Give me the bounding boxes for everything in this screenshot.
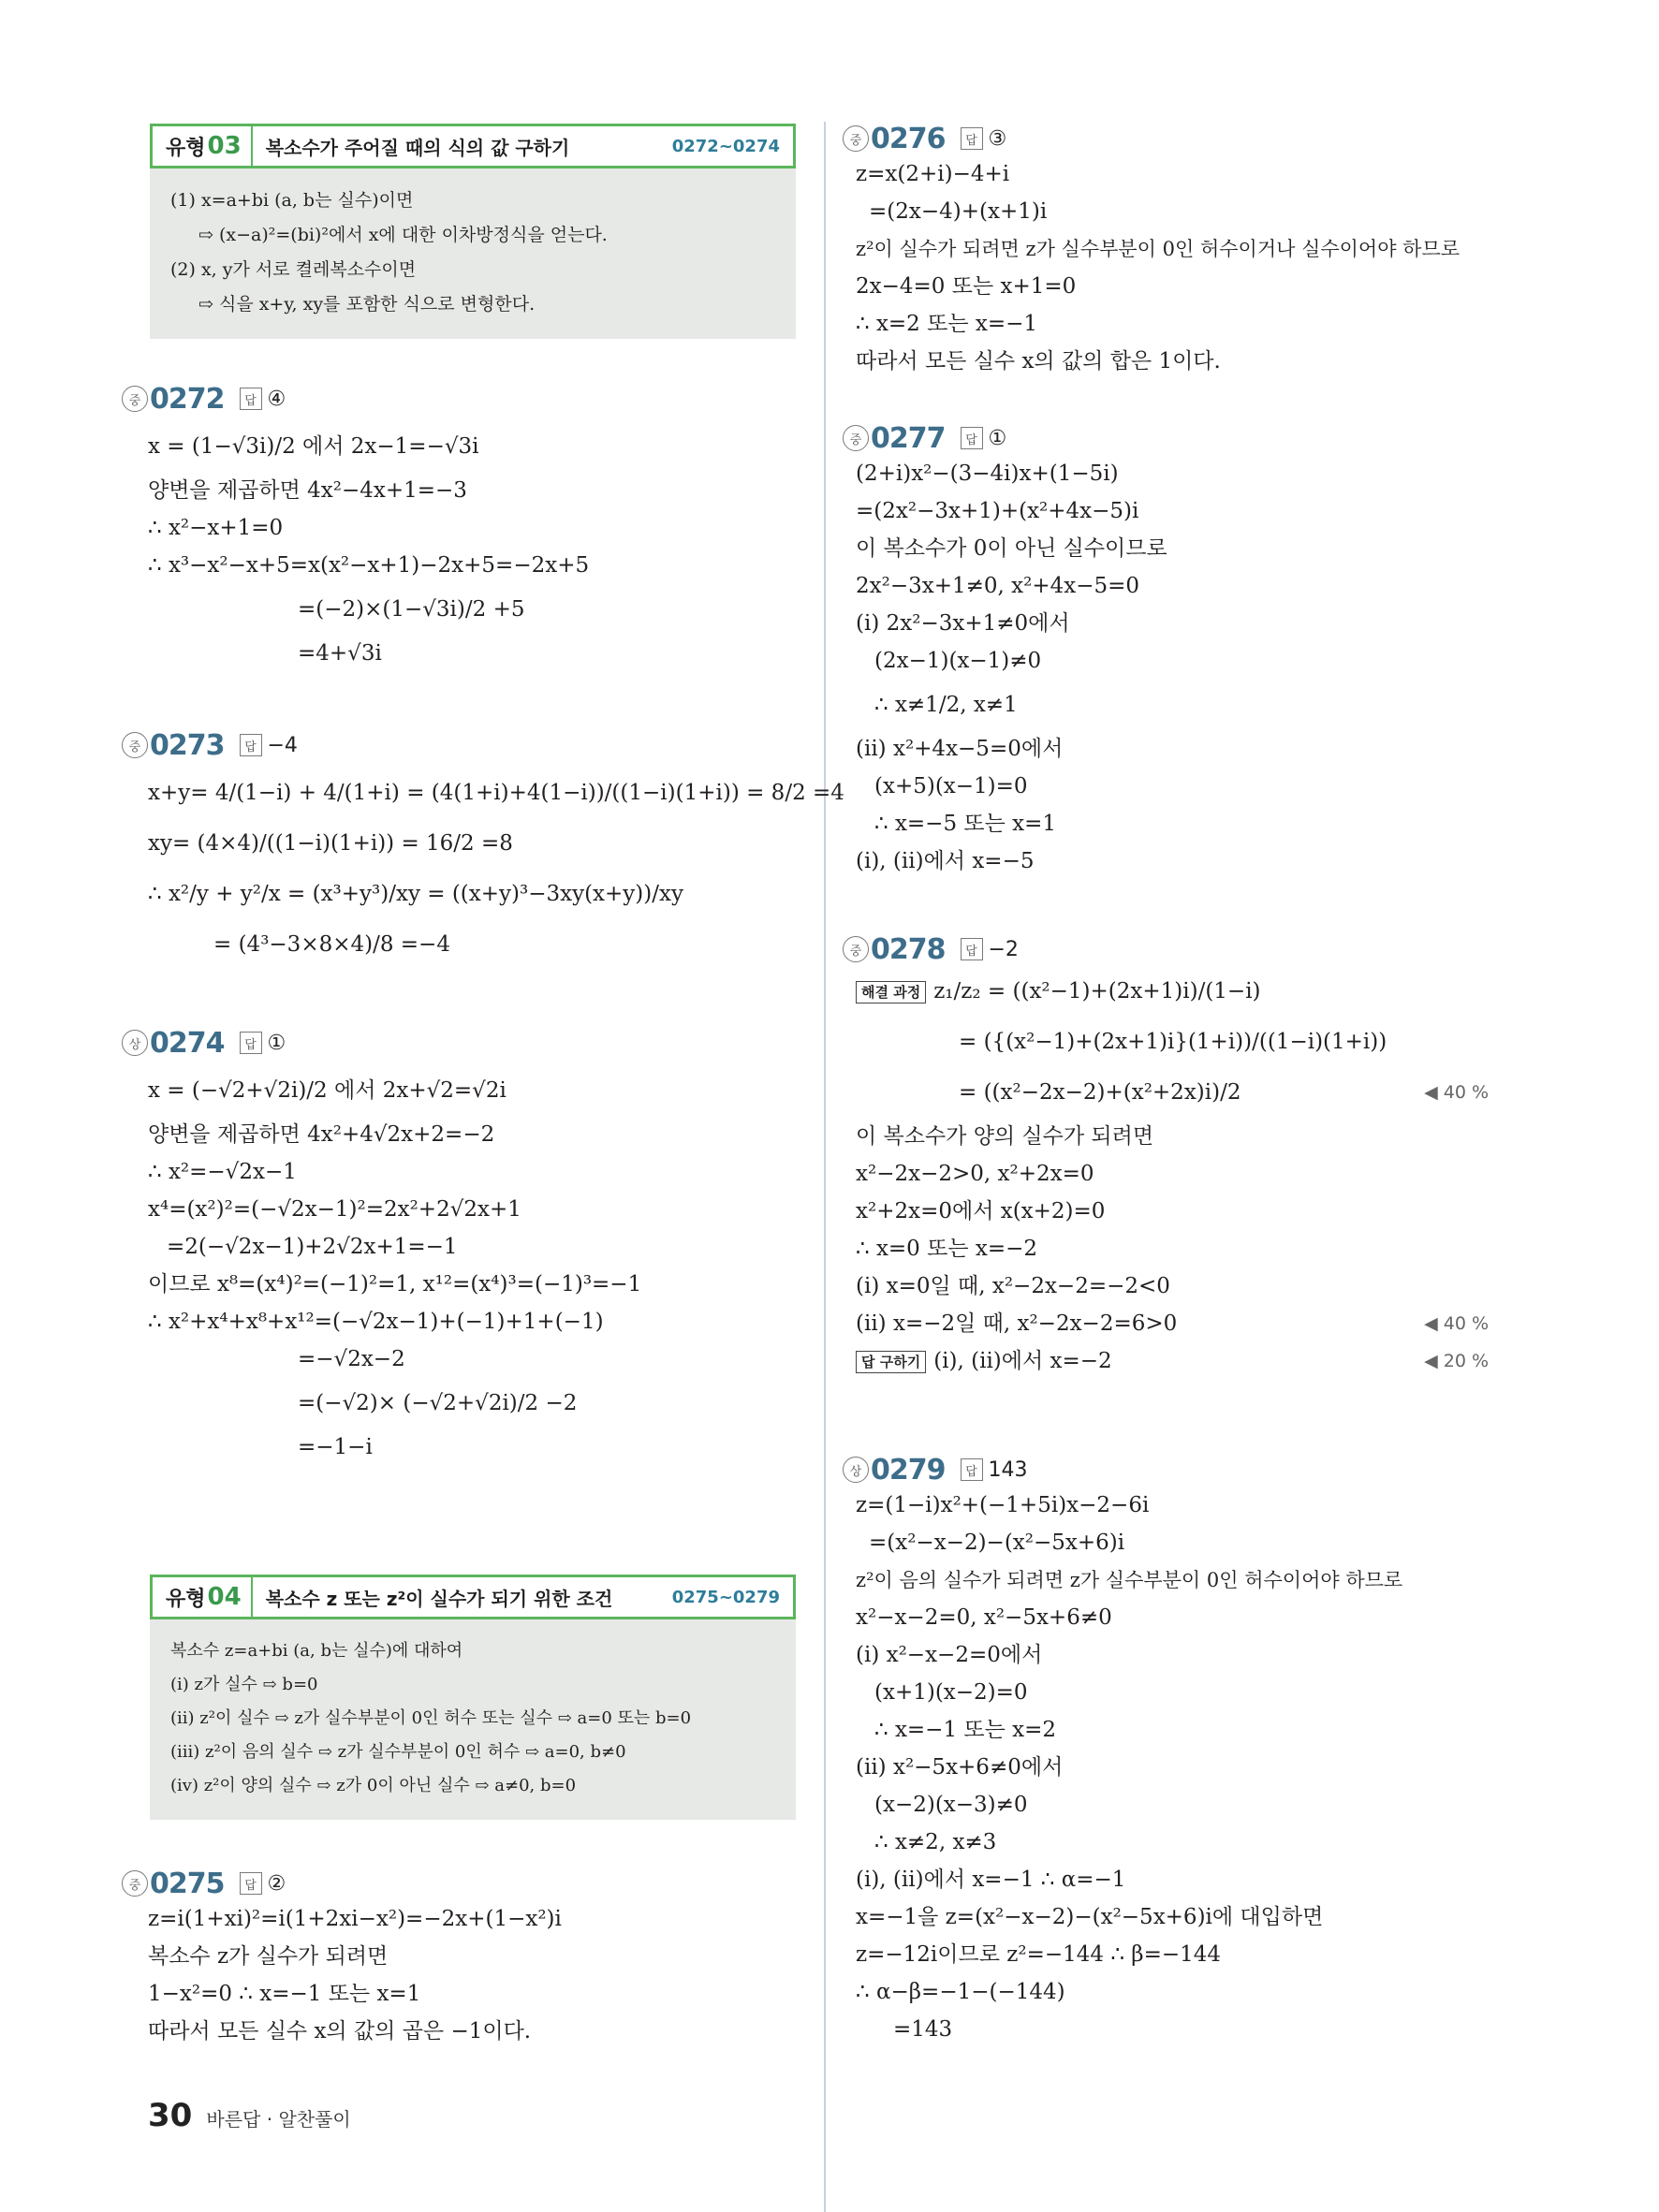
solution-line: 1−x²=0 ∴ x=−1 또는 x=1	[148, 1982, 421, 2006]
problem-header	[122, 1867, 562, 1900]
problem-header	[843, 1453, 1402, 1487]
type-03-header	[150, 124, 796, 168]
column-divider	[824, 122, 826, 2212]
score-percent: ◀ 40 %	[1424, 1313, 1489, 1334]
solution-line: =−√2x−2	[298, 1347, 405, 1371]
solution-line: (ii) x=−2일 때, x²−2x−2=6>0 ◀ 40 %	[856, 1305, 1489, 1342]
solution-lines	[122, 1065, 641, 1466]
answer-value: 143	[988, 1458, 1028, 1482]
level-badge: 중	[122, 1870, 148, 1897]
type-04-header	[150, 1575, 796, 1619]
solution-line: = ((x²−2x−2)+(x²+2x)i)/2 ◀ 40 %	[856, 1067, 1489, 1118]
solution-line: ∴ x²+x⁴+x⁸+x¹²=(−√2x−1)+(−1)+1+(−1)	[148, 1310, 604, 1334]
type-04-title: 복소수 z 또는 z²이 실수가 되기 위한 조건	[265, 1587, 613, 1610]
answer-mark: 답	[961, 1458, 983, 1481]
solution-line: (i), (ii)에서 x=−1 ∴ α=−1	[856, 1868, 1126, 1892]
solution-line: x⁴=(x²)²=(−√2x−1)²=2x²+2√2x+1	[148, 1197, 521, 1222]
solution-line: 해결 과정 z₁/z₂ = ((x²−1)+(2x+1)i)/(1−i)	[856, 966, 1489, 1017]
problem-0277	[843, 421, 1167, 880]
answer-mark: 답	[240, 734, 262, 756]
solution-line: x²+2x=0에서 x(x+2)=0	[856, 1199, 1106, 1223]
solution-line: x²−x−2=0, x²−5x+6≠0	[856, 1605, 1112, 1630]
solution-line: =(−2)×(1−√3i)/2 +5	[298, 597, 525, 622]
problem-number: 0274	[150, 1026, 225, 1060]
answer-value: ③	[988, 126, 1007, 151]
solution-lines	[843, 966, 1489, 1380]
answer-value: ②	[267, 1871, 286, 1896]
problem-header	[122, 1026, 641, 1060]
solution-line: =(2x²−3x+1)+(x²+4x−5)i	[856, 499, 1139, 523]
type-04-item: (iv) z²이 양의 실수 ⇨ z가 0이 아닌 실수 ⇨ a≠0, b=0	[170, 1776, 577, 1795]
solution-line: ∴ x²=−√2x−1	[148, 1160, 297, 1184]
solution-line: ∴ x=−1 또는 x=2	[874, 1718, 1057, 1742]
solution-line: 2x²−3x+1≠0, x²+4x−5=0	[856, 574, 1140, 598]
level-badge: 상	[843, 1457, 869, 1483]
problem-number: 0276	[871, 122, 946, 155]
solution-line: =(x²−x−2)−(x²−5x+6)i	[869, 1531, 1125, 1555]
solution-line: ∴ x≠2, x≠3	[874, 1830, 997, 1854]
solution-line: (ii) x²−5x+6≠0에서	[856, 1755, 1064, 1780]
answer-value: −2	[988, 937, 1019, 961]
solution-line: 답 구하기 (i), (ii)에서 x=−2 ◀ 20 %	[856, 1342, 1489, 1380]
level-badge: 중	[843, 425, 869, 451]
solution-line: ∴ x³−x²−x+5=x(x²−x+1)−2x+5=−2x+5	[148, 553, 590, 578]
solution-line: (i) x²−x−2=0에서	[856, 1643, 1043, 1667]
solution-line: z=i(1+xi)²=i(1+2xi−x²)=−2x+(1−x²)i	[148, 1907, 562, 1931]
solution-line: ∴ x²−x+1=0	[148, 516, 284, 540]
type-03-item: ⇨ (x−a)²=(bi)²에서 x에 대한 이차방정식을 얻는다.	[198, 225, 608, 245]
solution-step-tag: 해결 과정	[856, 981, 926, 1003]
solution-lines	[122, 421, 589, 672]
book-title: 바른답 · 알찬풀이	[206, 2108, 351, 2131]
problem-number: 0275	[150, 1867, 225, 1900]
type-03-title: 복소수가 주어질 때의 식의 값 구하기	[265, 136, 570, 159]
solution-line: (i) x=0일 때, x²−2x−2=−2<0	[856, 1274, 1170, 1298]
problem-0275	[122, 1867, 562, 2050]
solution-line: 복소수 z가 실수가 되려면	[148, 1944, 389, 1969]
type-04-item: (i) z가 실수 ⇨ b=0	[170, 1675, 318, 1694]
problem-0279	[843, 1453, 1402, 2048]
problem-0274	[122, 1026, 641, 1466]
type-04-body	[150, 1619, 796, 1820]
solution-line: z=x(2+i)−4+i	[856, 162, 1010, 186]
solution-line: =4+√3i	[298, 641, 382, 666]
solution-lines	[122, 768, 844, 970]
level-badge: 중	[122, 732, 148, 758]
answer-mark: 답	[240, 1032, 262, 1054]
solution-line: 양변을 제곱하면 4x²+4√2x+2=−2	[148, 1122, 495, 1147]
type-03-item: (2) x, y가 서로 켤레복소수이면	[170, 259, 417, 280]
solution-line: =2(−√2x−1)+2√2x+1=−1	[167, 1235, 458, 1259]
type-03-item: (1) x=a+bi (a, b는 실수)이면	[170, 190, 414, 211]
answer-value: ④	[267, 387, 286, 411]
solution-line: =143	[893, 2017, 953, 2042]
problem-header	[122, 728, 844, 762]
solution-line: x = (−√2+√2i)/2 에서 2x+√2=√2i	[148, 1078, 507, 1103]
problem-0273	[122, 728, 844, 970]
type-03-range: 0272~0274	[671, 136, 780, 156]
solution-line: 이 복소수가 0이 아닌 실수이므로	[856, 536, 1167, 561]
problem-header	[843, 421, 1167, 455]
solution-line: z²이 실수가 되려면 z가 실수부분이 0인 허수이거나 실수이어야 하므로	[856, 238, 1461, 260]
type-04-label: 유형 04	[153, 1577, 253, 1617]
page-footer	[148, 2097, 351, 2134]
problem-number: 0273	[150, 728, 225, 762]
type-04-item: (ii) z²이 실수 ⇨ z가 실수부분이 0인 허수 또는 실수 ⇨ a=0 또는 b=0	[170, 1708, 692, 1728]
solution-line: ∴ α−β=−1−(−144)	[856, 1980, 1065, 2004]
answer-mark: 답	[961, 127, 983, 150]
page-number: 30	[148, 2097, 193, 2134]
solution-line: (2x−1)(x−1)≠0	[874, 649, 1042, 673]
problem-number: 0279	[871, 1453, 946, 1487]
solution-line: x = (1−√3i)/2 에서 2x−1=−√3i	[148, 434, 479, 459]
problem-number: 0272	[150, 382, 225, 416]
solution-line: 2x−4=0 또는 x+1=0	[856, 274, 1077, 299]
type-03-body	[150, 168, 796, 339]
solution-line: 따라서 모든 실수 x의 값의 합은 1이다.	[856, 349, 1221, 374]
solution-line: ∴ x≠1/2, x≠1	[874, 693, 1018, 717]
solution-line: 이 복소수가 양의 실수가 되려면	[856, 1124, 1154, 1149]
problem-header	[843, 122, 1460, 155]
solution-line: xy= (4×4)/((1−i)(1+i)) = 16/2 =8	[148, 831, 513, 856]
problem-number: 0277	[871, 421, 946, 455]
problem-number: 0278	[871, 932, 946, 966]
answer-mark: 답	[240, 1872, 262, 1895]
solution-lines	[843, 155, 1460, 380]
solution-line: ∴ x²/y + y²/x = (x³+y³)/xy = ((x+y)³−3xy(x+y))/xy	[148, 882, 683, 906]
problem-header	[843, 932, 1489, 966]
solution-step-tag: 답 구하기	[856, 1351, 926, 1373]
solution-line: (x−2)(x−3)≠0	[874, 1793, 1028, 1817]
solution-line: x²−2x−2>0, x²+2x=0	[856, 1162, 1094, 1186]
type-04-range: 0275~0279	[671, 1587, 780, 1607]
solution-line: (ii) x²+4x−5=0에서	[856, 737, 1064, 761]
type-03-box	[150, 124, 796, 339]
type-03-label: 유형 03	[153, 126, 253, 166]
solution-lines	[122, 1900, 562, 2050]
solution-line: x=−1을 z=(x²−x−2)−(x²−5x+6)i에 대입하면	[856, 1905, 1324, 1929]
solution-line: ∴ x=2 또는 x=−1	[856, 312, 1038, 336]
solution-line: =(2x−4)+(x+1)i	[869, 199, 1048, 224]
solution-line: ∴ x=0 또는 x=−2	[856, 1237, 1038, 1261]
level-badge: 중	[843, 936, 869, 962]
solution-line: (x+5)(x−1)=0	[874, 774, 1028, 798]
type-04-box	[150, 1575, 796, 1820]
solution-line: (i), (ii)에서 x=−5	[856, 849, 1035, 873]
solution-line: ∴ x=−5 또는 x=1	[874, 812, 1057, 836]
solution-line: 양변을 제곱하면 4x²−4x+1=−3	[148, 478, 467, 503]
answer-value: −4	[267, 733, 298, 757]
solution-line: 이므로 x⁸=(x⁴)²=(−1)²=1, x¹²=(x⁴)³=(−1)³=−1	[148, 1272, 642, 1296]
solution-line: (2+i)x²−(3−4i)x+(1−5i)	[856, 461, 1119, 486]
answer-mark: 답	[961, 427, 983, 449]
type-04-item: 복소수 z=a+bi (a, b는 실수)에 대하여	[170, 1641, 463, 1661]
score-percent: ◀ 20 %	[1424, 1351, 1489, 1371]
solution-line: =−1−i	[298, 1435, 373, 1459]
type-03-item: ⇨ 식을 x+y, xy를 포함한 식으로 변형한다.	[198, 294, 536, 315]
solution-line: =(−√2)× (−√2+√2i)/2 −2	[298, 1391, 578, 1415]
solution-line: z²이 음의 실수가 되려면 z가 실수부분이 0인 허수이어야 하므로	[856, 1569, 1403, 1591]
solution-line: (x+1)(x−2)=0	[874, 1680, 1028, 1705]
problem-header	[122, 382, 589, 416]
type-04-item: (iii) z²이 음의 실수 ⇨ z가 실수부분이 0인 허수 ⇨ a=0, b≠0	[170, 1742, 626, 1762]
solution-line: 따라서 모든 실수 x의 값의 곱은 −1이다.	[148, 2019, 532, 2044]
problem-0276	[843, 122, 1460, 380]
solution-line: z=(1−i)x²+(−1+5i)x−2−6i	[856, 1493, 1150, 1517]
solution-line: (i) 2x²−3x+1≠0에서	[856, 611, 1070, 636]
level-badge: 중	[843, 125, 869, 152]
answer-mark: 답	[240, 388, 262, 410]
answer-value: ①	[988, 426, 1007, 450]
problem-0278	[843, 932, 1489, 1380]
problem-0272	[122, 382, 589, 672]
solution-line: = (4³−3×8×4)/8 =−4	[213, 932, 450, 957]
solution-lines	[843, 455, 1167, 880]
solution-lines	[843, 1487, 1402, 2048]
solution-line: = ({(x²−1)+(2x+1)i}(1+i))/((1−i)(1+i))	[959, 1030, 1387, 1054]
level-badge: 상	[122, 1030, 148, 1056]
answer-value: ①	[267, 1031, 286, 1055]
answer-mark: 답	[961, 938, 983, 960]
solution-line: z=−12i이므로 z²=−144 ∴ β=−144	[856, 1942, 1222, 1967]
score-percent: ◀ 40 %	[1424, 1082, 1489, 1103]
solution-line: x+y= 4/(1−i) + 4/(1+i) = (4(1+i)+4(1−i))/((1−i)(1+i)) = 8/2 =4	[148, 781, 844, 805]
level-badge: 중	[122, 386, 148, 412]
